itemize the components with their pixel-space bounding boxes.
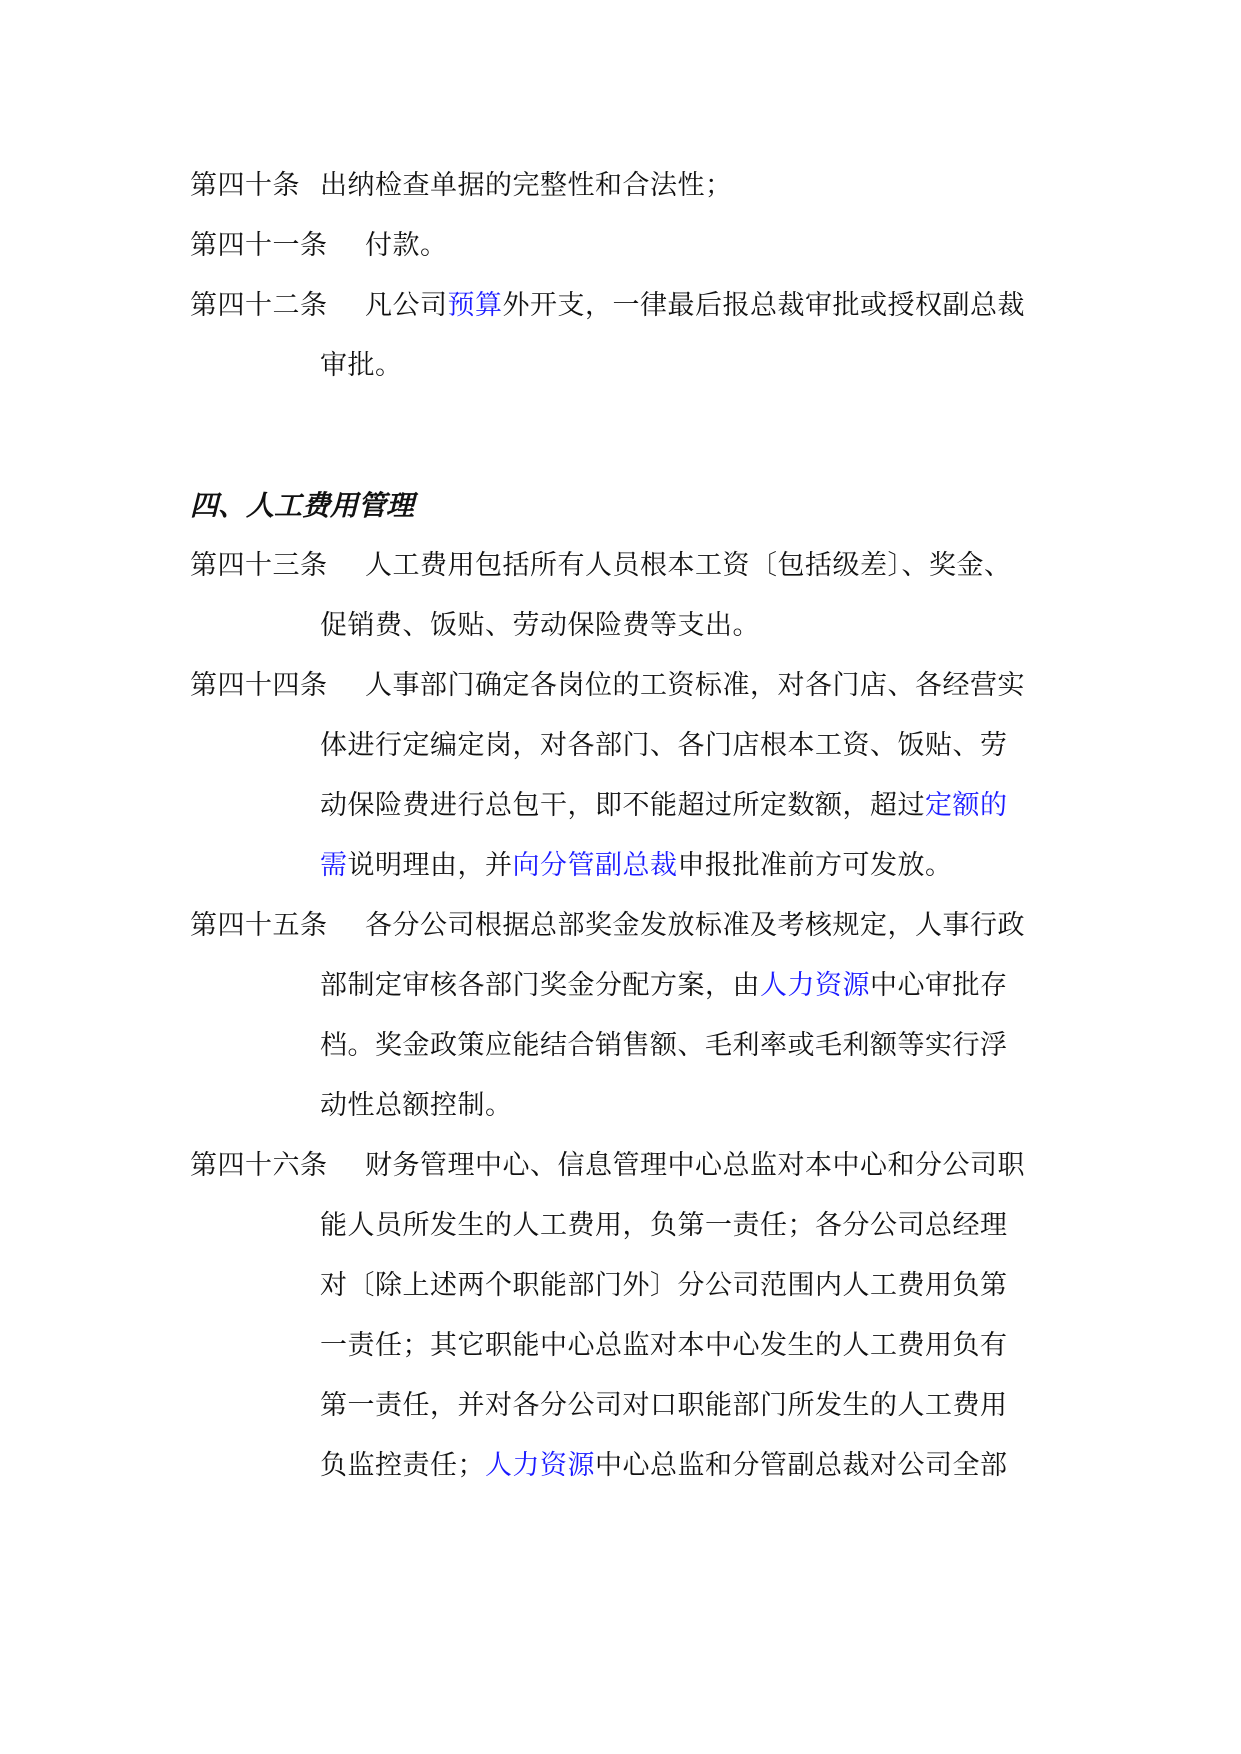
article-number: 第四十五条 [190,910,328,941]
article-text: 付款。 [365,230,448,261]
article-text-line: 第一责任，并对各分公司对口职能部门所发生的人工费用 [320,1390,1008,1421]
text-segment: 说明理由，并 [347,850,513,881]
article-number: 第四十一条 [190,230,328,261]
text-segment: 负监控责任； [320,1450,485,1481]
article-number: 第四十六条 [190,1150,328,1181]
link-segment[interactable]: 定额的 [925,790,1008,821]
article-text-line: 动性总额控制。 [320,1090,513,1121]
link-segment[interactable]: 人力资源 [485,1450,595,1481]
link-segment[interactable]: 向分管副总裁 [512,850,678,881]
article-text-line: 对〔除上述两个职能部门外〕分公司范围内人工费用负第 [320,1270,1008,1301]
article-text-line: 财务管理中心、信息管理中心总监对本中心和分公司职 [365,1150,1025,1181]
article-text-line [365,288,1025,324]
text-segment: 凡公司 [365,290,448,321]
article-text: 出纳检查单据的完整性和合法性； [320,170,733,201]
text-segment: 申报批准前方可发放。 [677,850,953,881]
article-text-line: 各分公司根据总部奖金发放标准及考核规定，人事行政 [365,910,1025,941]
article-text-line: 能人员所发生的人工费用，负第一责任；各分公司总经理 [320,1210,1008,1241]
text-segment: 中心总监和分管副总裁对公司全部 [595,1450,1008,1481]
text-segment: 动保险费进行总包干，即不能超过所定数额，超过 [320,790,925,821]
text-segment: 外开支，一律最后报总裁审批或授权副总裁 [502,290,1025,321]
article-text-line [320,788,1008,824]
article-text-line [320,1448,1008,1484]
text-segment: 部制定审核各部门奖金分配方案，由 [320,970,760,1001]
article-text-line: 促销费、饭贴、劳动保险费等支出。 [320,610,760,641]
article-text-line [320,848,953,884]
article-number: 第四十二条 [190,290,328,321]
article-number: 第四十四条 [190,670,328,701]
text-segment: 中心审批存 [870,970,1008,1001]
article-text-line: 审批。 [320,350,403,381]
link-segment[interactable]: 预算 [447,290,503,321]
link-segment[interactable]: 人力资源 [760,970,870,1001]
section-heading: 四、人工费用管理 [190,489,415,522]
article-text-line: 档。奖金政策应能结合销售额、毛利率或毛利额等实行浮 [320,1030,1008,1061]
article-text-line [320,968,1008,1004]
article-number: 第四十三条 [190,550,328,581]
article-text-line: 体进行定编定岗，对各部门、各门店根本工资、饭贴、劳 [320,730,1008,761]
article-number: 第四十条 [190,170,300,201]
article-text-line: 人事部门确定各岗位的工资标准，对各门店、各经营实 [365,670,1025,701]
link-segment[interactable]: 需 [320,850,348,881]
article-text-line: 人工费用包括所有人员根本工资〔包括级差〕、奖金、 [365,550,1012,581]
article-text-line: 一责任；其它职能中心总监对本中心发生的人工费用负有 [320,1330,1008,1361]
